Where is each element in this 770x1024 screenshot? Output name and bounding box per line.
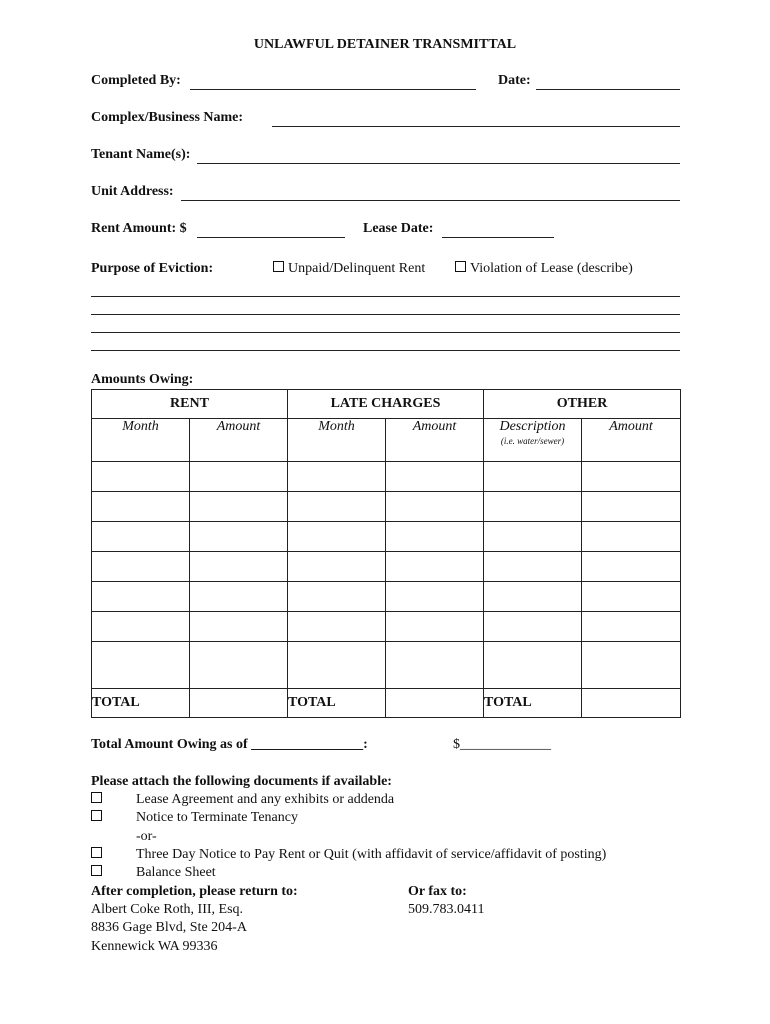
describe-line-4[interactable] <box>91 350 680 351</box>
or-separator: -or- <box>136 829 157 844</box>
table-row <box>92 642 681 689</box>
attach-heading: Please attach the following documents if available: <box>91 774 392 789</box>
table-row <box>92 612 681 642</box>
date-label: Date: <box>498 73 531 88</box>
amounts-table <box>91 389 681 718</box>
total-rent-field[interactable] <box>190 689 288 718</box>
lease-date-field[interactable] <box>442 237 554 238</box>
completed-by-label: Completed By: <box>91 73 181 88</box>
total-late-field[interactable] <box>386 689 484 718</box>
checkbox-icon[interactable] <box>273 261 284 272</box>
describe-line-1[interactable] <box>91 296 680 297</box>
checkbox-icon[interactable] <box>91 847 102 858</box>
col-header: Amount <box>386 419 484 462</box>
total-owing <box>91 737 368 753</box>
col-header: Amount <box>582 419 681 462</box>
total-label-late: TOTAL <box>288 689 386 718</box>
complex-name-label: Complex/Business Name: <box>91 110 244 125</box>
attach-item[interactable] <box>91 792 395 808</box>
checkbox-icon[interactable] <box>91 810 102 821</box>
tenant-names-field[interactable] <box>197 163 680 164</box>
total-label-other: TOTAL <box>484 689 582 718</box>
attach-item[interactable] <box>91 810 298 826</box>
option-unpaid-label: Unpaid/Delinquent Rent <box>288 261 426 276</box>
col-header: Amount <box>190 419 288 462</box>
option-violation-label: Violation of Lease (describe) <box>470 261 633 276</box>
table-row <box>92 522 681 552</box>
date-field[interactable] <box>536 89 680 90</box>
table-row <box>92 582 681 612</box>
table-row <box>92 492 681 522</box>
fax-number: 509.783.0411 <box>408 902 485 917</box>
complex-name-field[interactable] <box>272 126 680 127</box>
describe-line-2[interactable] <box>91 314 680 315</box>
option-unpaid[interactable] <box>273 261 425 277</box>
attach-item-label: Notice to Terminate Tenancy <box>136 810 298 825</box>
return-heading: After completion, please return to: <box>91 884 298 899</box>
lease-date-label: Lease Date: <box>363 221 434 236</box>
describe-line-3[interactable] <box>91 332 680 333</box>
option-violation[interactable] <box>455 261 633 277</box>
total-owing-label: Total Amount Owing as of <box>91 737 248 752</box>
table-row <box>92 552 681 582</box>
group-rent: RENT <box>92 390 288 419</box>
total-owing-date-field[interactable]: ________________: <box>251 737 368 752</box>
return-street: 8836 Gage Blvd, Ste 204-A <box>91 920 247 935</box>
return-name: Albert Coke Roth, III, Esq. <box>91 902 244 917</box>
checkbox-icon[interactable] <box>91 792 102 803</box>
col-header-description <box>484 419 582 462</box>
fax-heading: Or fax to: <box>408 884 467 899</box>
attach-item[interactable] <box>91 847 607 863</box>
total-owing-amount-field[interactable]: $_____________ <box>453 737 551 752</box>
checkbox-icon[interactable] <box>455 261 466 272</box>
attach-item[interactable] <box>91 865 216 881</box>
attach-item-label: Lease Agreement and any exhibits or addenda <box>136 792 395 807</box>
rent-amount-label: Rent Amount: $ <box>91 221 187 236</box>
return-city: Kennewick WA 99336 <box>91 939 218 954</box>
attach-item-label: Three Day Notice to Pay Rent or Quit (with affidavit of service/affidavit of posting) <box>136 847 607 862</box>
unit-address-label: Unit Address: <box>91 184 174 199</box>
table-row <box>92 462 681 492</box>
col-header: Month <box>92 419 190 462</box>
completed-by-field[interactable] <box>190 89 476 90</box>
amounts-heading: Amounts Owing: <box>91 372 194 387</box>
unit-address-field[interactable] <box>181 200 680 201</box>
rent-amount-field[interactable] <box>197 237 345 238</box>
purpose-label: Purpose of Eviction: <box>91 261 214 276</box>
total-row <box>92 689 681 718</box>
attach-item-label: Balance Sheet <box>136 865 216 880</box>
checkbox-icon[interactable] <box>91 865 102 876</box>
total-other-field[interactable] <box>582 689 681 718</box>
group-other: OTHER <box>484 390 681 419</box>
total-label-rent: TOTAL <box>92 689 190 718</box>
page-title: UNLAWFUL DETAINER TRANSMITTAL <box>253 37 517 52</box>
tenant-names-label: Tenant Name(s): <box>91 147 191 162</box>
description-note: (i.e. water/sewer) <box>500 436 565 446</box>
group-late-charges: LATE CHARGES <box>288 390 484 419</box>
col-header: Month <box>288 419 386 462</box>
col-header: Description <box>499 419 566 434</box>
